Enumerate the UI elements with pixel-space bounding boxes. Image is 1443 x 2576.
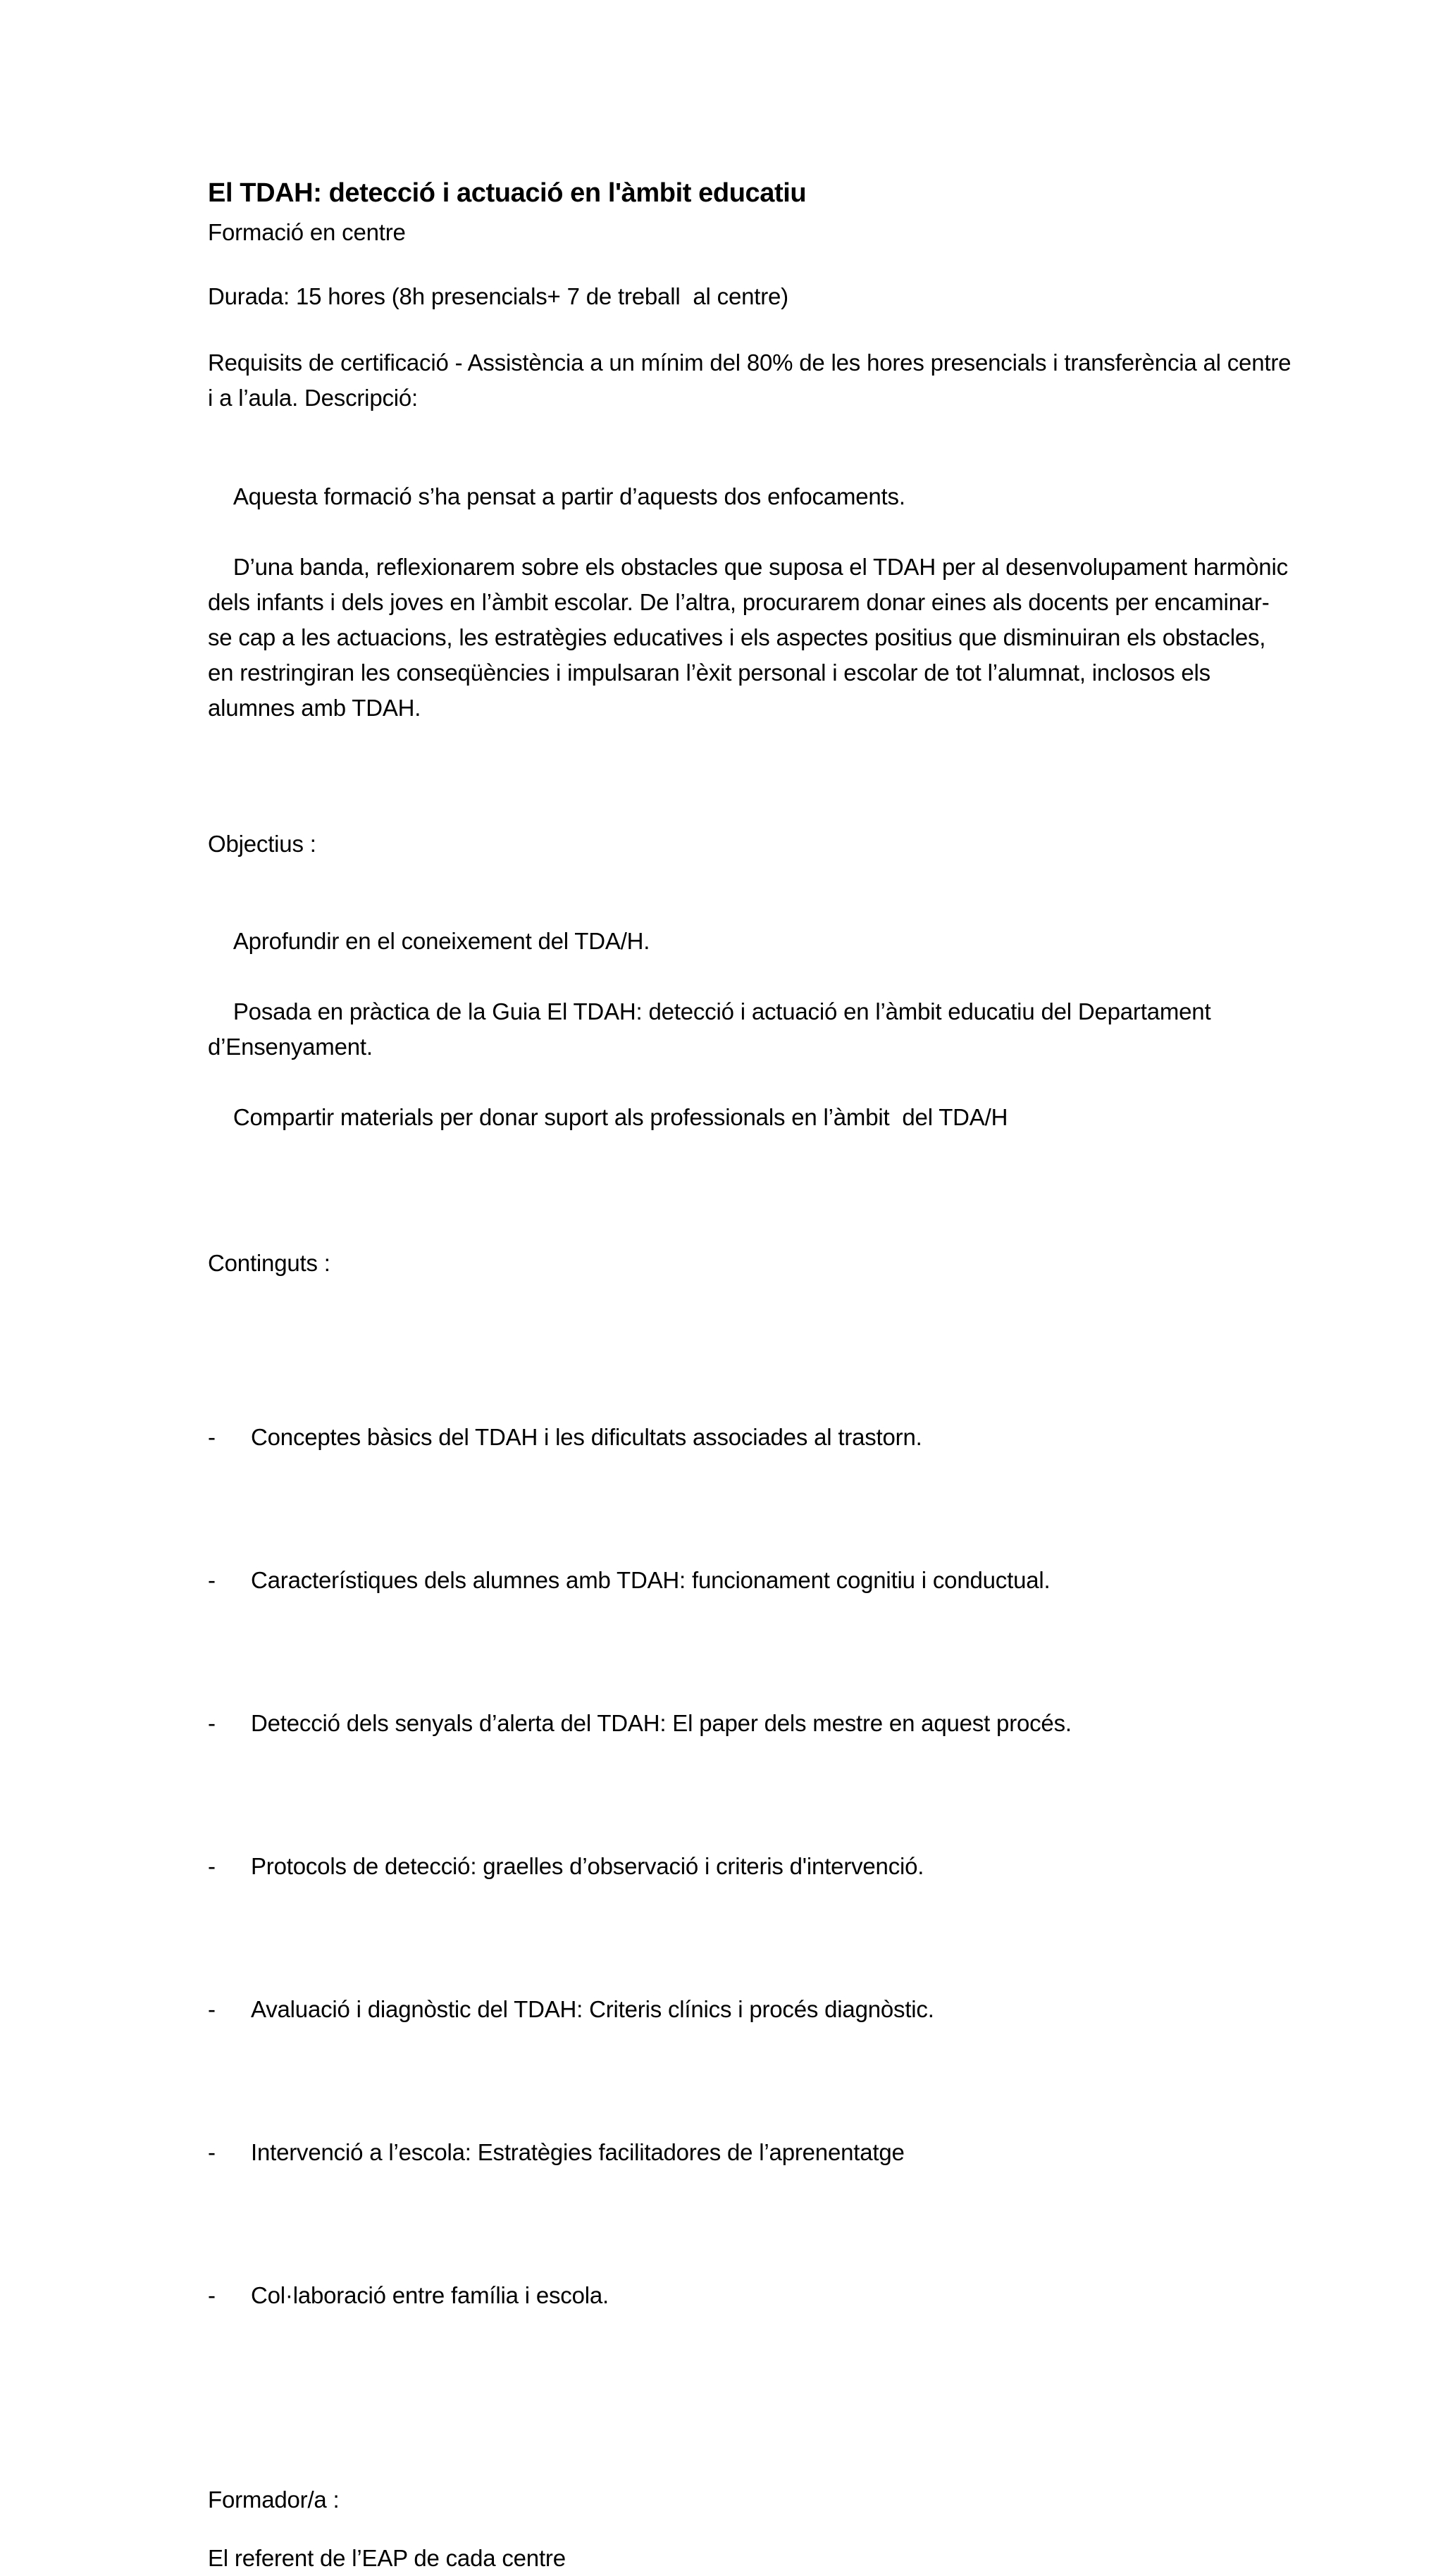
bullet-text: Protocols de detecció: graelles d’observació i criteris d'intervenció. <box>251 1853 924 1879</box>
objectives-list <box>208 888 1292 1170</box>
duration-line: Durada: 15 hores (8h presencials+ 7 de treball al centre) <box>208 283 788 309</box>
bullet-item <box>208 1704 1292 1742</box>
bullet-item <box>208 2277 1292 2314</box>
bullet-dash-icon: - <box>208 2139 216 2165</box>
bullet-dash-icon: - <box>208 1996 216 2022</box>
objective-line: Aprofundir en el coneixement del TDA/H. <box>233 928 650 954</box>
objectives-heading: Objectius : <box>208 831 316 857</box>
bullet-text: Conceptes bàsics del TDAH i les dificultats associades al trastorn. <box>251 1424 922 1450</box>
bullet-item <box>208 1990 1292 2028</box>
bullet-text: Col·laboració entre família i escola. <box>251 2282 609 2308</box>
contents-bullet-list <box>208 1313 1292 2420</box>
description-intro: Aquesta formació s’ha pensat a partir d’aquests dos enfocaments. <box>233 483 905 509</box>
trainer-text: El referent de l’EAP de cada centre <box>208 2545 566 2571</box>
objective-line: Compartir materials per donar suport als professionals en l’àmbit del TDA/H <box>233 1104 1008 1130</box>
bullet-dash-icon: - <box>208 1710 216 1736</box>
bullet-text: Avaluació i diagnòstic del TDAH: Criteris clínics i procés diagnòstic. <box>251 1996 934 2022</box>
bullet-dash-icon: - <box>208 1424 216 1450</box>
bullet-dash-icon: - <box>208 1853 216 1879</box>
doc-title: El TDAH: detecció i actuació en l'àmbit educatiu <box>208 178 807 208</box>
bullet-text: Detecció dels senyals d’alerta del TDAH: El paper dels mestre en aquest procés. <box>251 1710 1072 1736</box>
bullet-dash-icon: - <box>208 2282 216 2308</box>
objective-line: Posada en pràctica de la Guia El TDAH: detecció i actuació en l’àmbit educatiu del Departament d’Ensenyament. <box>208 998 1218 1060</box>
trainer-heading: Formador/a : <box>208 2487 340 2513</box>
bullet-item <box>208 2134 1292 2171</box>
modality-line: Formació en centre <box>208 219 406 245</box>
description-body: D’una banda, reflexionarem sobre els obstacles que suposa el TDAH per al desenvolupament harmònic dels infants i dels joves en l’àmbit escolar. De l’altra, procurarem donar eines als docents per encaminar-se cap a les actuacions, les estratègies educatives i els aspectes positius que disminuiran els obstacles, en restringiran les conseqüències i impulsaran l’èxit personal i escolar de tot l’alumnat, inclosos els alumnes amb TDAH. <box>208 554 1294 721</box>
bullet-text: Característiques dels alumnes amb TDAH: funcionament cognitiu i conductual. <box>251 1567 1051 1593</box>
certification-paragraph: Requisits de certificació - Assistència a un mínim del 80% de les hores presencials i transferència al centre i a l’aula. Descripció: <box>208 349 1298 411</box>
contents-heading: Continguts : <box>208 1250 330 1276</box>
bullet-text: Intervenció a l’escola: Estratègies facilitadores de l’aprenentatge <box>251 2139 905 2165</box>
description-paragraph <box>208 444 1292 761</box>
bullet-item <box>208 1561 1292 1599</box>
bullet-item <box>208 1847 1292 1885</box>
bullet-dash-icon: - <box>208 1567 216 1593</box>
bullet-item <box>208 1418 1292 1456</box>
